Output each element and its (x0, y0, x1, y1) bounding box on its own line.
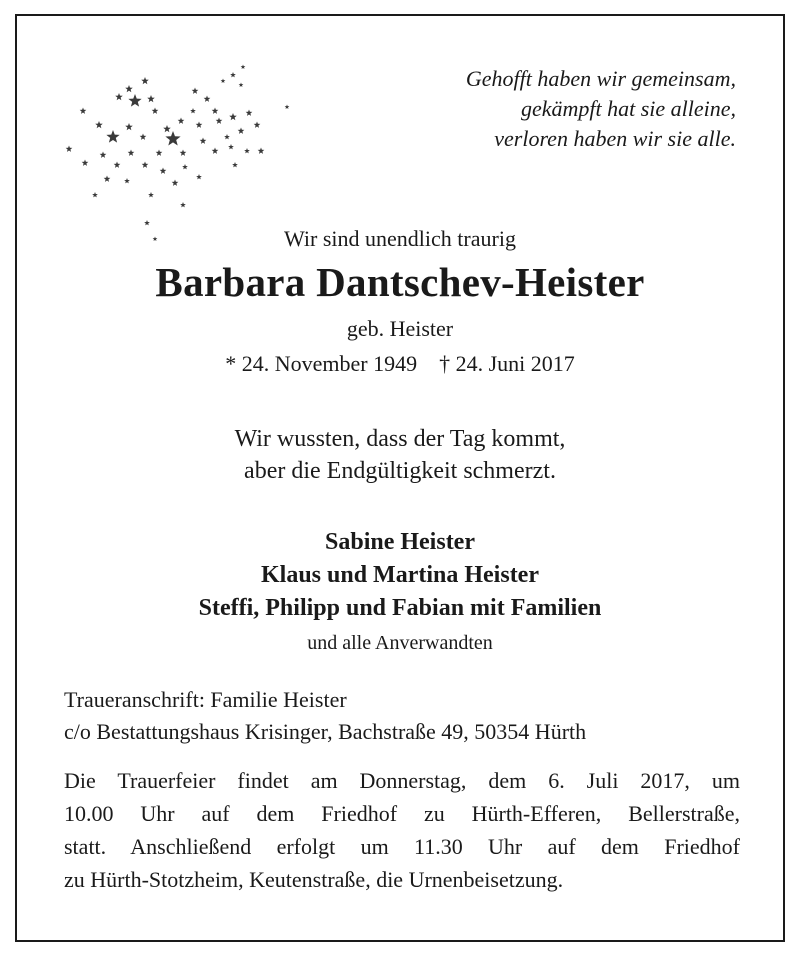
ceremony-info (64, 764, 740, 896)
address-line: Traueranschrift: Familie Heister (64, 687, 347, 712)
star-icon (144, 220, 150, 225)
deceased-name: Barbara Dantschev-Heister (155, 259, 645, 305)
address-line: c/o Bestattungshaus Krisinger, Bachstraße 49, 50354 Hürth (64, 719, 587, 744)
star-icon (147, 95, 155, 102)
star-icon (160, 168, 167, 174)
star-icon (221, 79, 226, 84)
mourner-name: Klaus und Martina Heister (260, 562, 539, 588)
star-cluster-decoration (55, 55, 300, 255)
star-icon (165, 131, 180, 145)
poem-line: verloren haben wir sie alle. (494, 126, 736, 151)
star-icon (106, 130, 119, 143)
star-icon (141, 77, 149, 84)
relatives-text: und alle Anverwandten (307, 632, 493, 654)
star-icon (128, 150, 135, 156)
star-icon (239, 83, 244, 88)
star-icon (238, 128, 245, 134)
mourners-list (0, 526, 800, 625)
star-icon (241, 65, 246, 70)
ceremony-line: Die Trauerfeier findet am Donnerstag, dem 6. Juli 2017, um (64, 768, 740, 793)
star-icon (104, 176, 111, 182)
mourner-name: Sabine Heister (325, 529, 475, 555)
star-icon (172, 180, 179, 186)
star-icon (114, 162, 121, 168)
quote-line: aber die Endgültigkeit schmerzt. (244, 458, 556, 484)
ceremony-line: 10.00 Uhr auf dem Friedhof zu Hürth-Efferen, Bellerstraße, (64, 801, 740, 826)
star-icon (224, 134, 230, 139)
star-icon (196, 122, 203, 128)
star-icon (246, 110, 253, 116)
star-icon (190, 108, 196, 113)
star-icon (125, 85, 133, 92)
star-icon (228, 144, 234, 149)
star-icon (156, 150, 163, 156)
star-icon (140, 134, 147, 140)
ceremony-line: zu Hürth-Stotzheim, Keutenstraße, die Urnenbeisetzung. (64, 867, 564, 892)
life-dates (0, 351, 800, 377)
star-icon (212, 148, 219, 154)
star-icon (200, 138, 207, 144)
death-date: † 24. Juni 2017 (439, 351, 575, 376)
star-icon (254, 122, 261, 128)
intro-text: Wir sind unendlich traurig (284, 226, 516, 251)
star-icon (152, 108, 159, 114)
star-icon (142, 162, 149, 168)
quote (0, 423, 800, 487)
star-icon (216, 118, 223, 124)
star-icon (115, 93, 123, 100)
star-icon (192, 88, 199, 94)
star-icon (182, 164, 188, 169)
star-icon (180, 150, 187, 156)
star-icon (95, 121, 103, 128)
star-icon (244, 148, 250, 153)
star-icon (204, 96, 211, 102)
star-icon (212, 108, 219, 114)
star-icon (258, 148, 265, 154)
star-icon (66, 146, 73, 152)
birth-name: geb. Heister (346, 316, 454, 341)
mourner-name: Steffi, Philipp und Fabian mit Familien (198, 595, 602, 621)
star-icon (100, 152, 107, 158)
star-icon (92, 192, 98, 197)
star-icon (80, 108, 87, 114)
star-icon (180, 202, 186, 207)
star-icon (148, 192, 154, 197)
star-icon (229, 113, 237, 120)
poem-line: Gehofft haben wir gemeinsam, (465, 66, 736, 91)
star-icon (285, 105, 290, 110)
star-icon (230, 72, 236, 77)
quote-line: Wir wussten, dass der Tag kommt, (234, 426, 566, 452)
star-icon (232, 162, 238, 167)
poem (466, 64, 736, 154)
ceremony-line: statt. Anschließend erfolgt um 11.30 Uhr auf dem Friedhof (64, 834, 740, 859)
star-icon (125, 123, 133, 130)
star-icon (124, 178, 130, 183)
star-icon (178, 118, 185, 124)
mourning-address (64, 684, 586, 748)
poem-line: gekämpft hat sie alleine, (520, 96, 736, 121)
star-icon (82, 160, 89, 166)
star-icon (196, 174, 202, 179)
birth-date: * 24. November 1949 (225, 351, 418, 376)
star-icon (128, 94, 141, 107)
star-icon (163, 125, 171, 132)
